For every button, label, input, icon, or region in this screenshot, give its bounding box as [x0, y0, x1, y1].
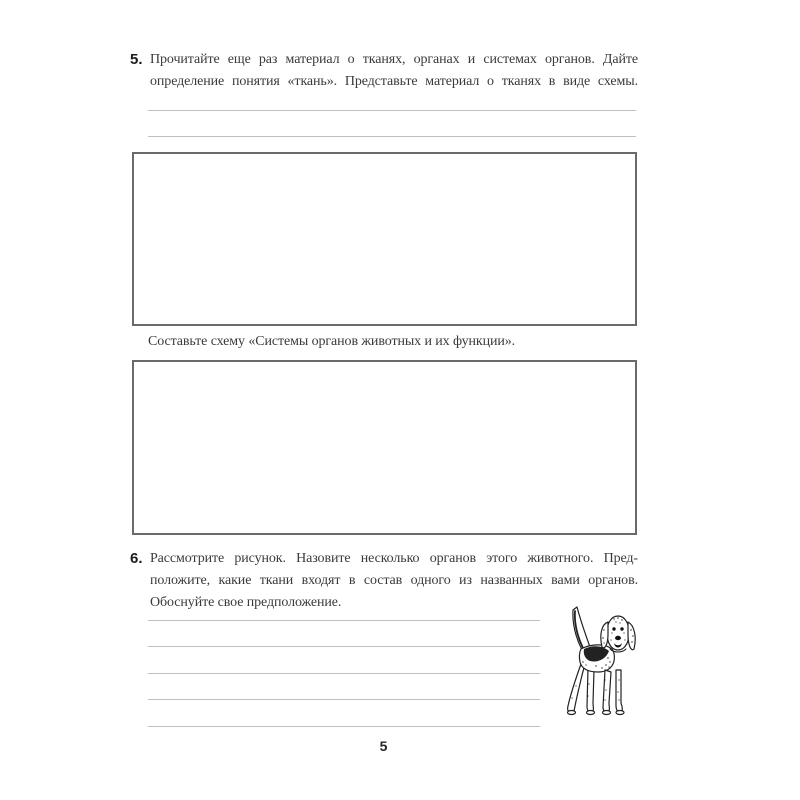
- scheme-box-tissues: [132, 152, 637, 326]
- dog-ear-right: [628, 622, 635, 650]
- answer-line: [148, 646, 540, 647]
- exercise-6-line-1: Рассмотрите рисунок. Назовите несколько органов этого животного. Пред-: [150, 551, 638, 566]
- dog-paw: [603, 711, 611, 715]
- answer-line: [148, 673, 540, 674]
- exercise-6-line-3: Обоснуйте свое предположение.: [150, 595, 342, 610]
- dog-ear-left: [601, 622, 608, 648]
- dog-nose: [615, 636, 621, 640]
- scheme-box-organ-systems: [132, 360, 637, 535]
- exercise-5-line-2: определение понятия «ткань». Представьте материал о тканях в виде схемы.: [150, 74, 638, 89]
- answer-line: [148, 110, 636, 111]
- dog-hind-leg-left: [568, 664, 584, 712]
- answer-line: [148, 136, 636, 137]
- dog-front-leg-right: [616, 670, 622, 712]
- dog-paw: [587, 711, 595, 715]
- exercise-5-number: 5.: [130, 51, 143, 68]
- exercise-6-number: 6.: [130, 550, 143, 567]
- scheme-caption: Составьте схему «Системы органов животных и их функции».: [148, 334, 516, 349]
- dog-hind-leg-right: [587, 668, 594, 712]
- exercise-5-text: [150, 49, 638, 93]
- dog-head: [607, 616, 629, 650]
- dog-paw: [616, 711, 624, 715]
- dog-paw: [568, 711, 576, 715]
- dog-front-leg-left: [603, 670, 611, 712]
- exercise-6-line-2: положите, какие ткани входят в состав одного из названных вами органов.: [150, 573, 638, 588]
- answer-line: [148, 699, 540, 700]
- answer-line: [148, 620, 540, 621]
- dog-eye: [620, 627, 623, 630]
- page-number: 5: [379, 738, 388, 754]
- answer-line: [148, 726, 540, 727]
- dog-eye: [612, 627, 615, 630]
- dog-illustration: [548, 600, 644, 724]
- exercise-5-line-1: Прочитайте еще раз материал о тканях, органах и системах органов. Дайте: [150, 52, 638, 67]
